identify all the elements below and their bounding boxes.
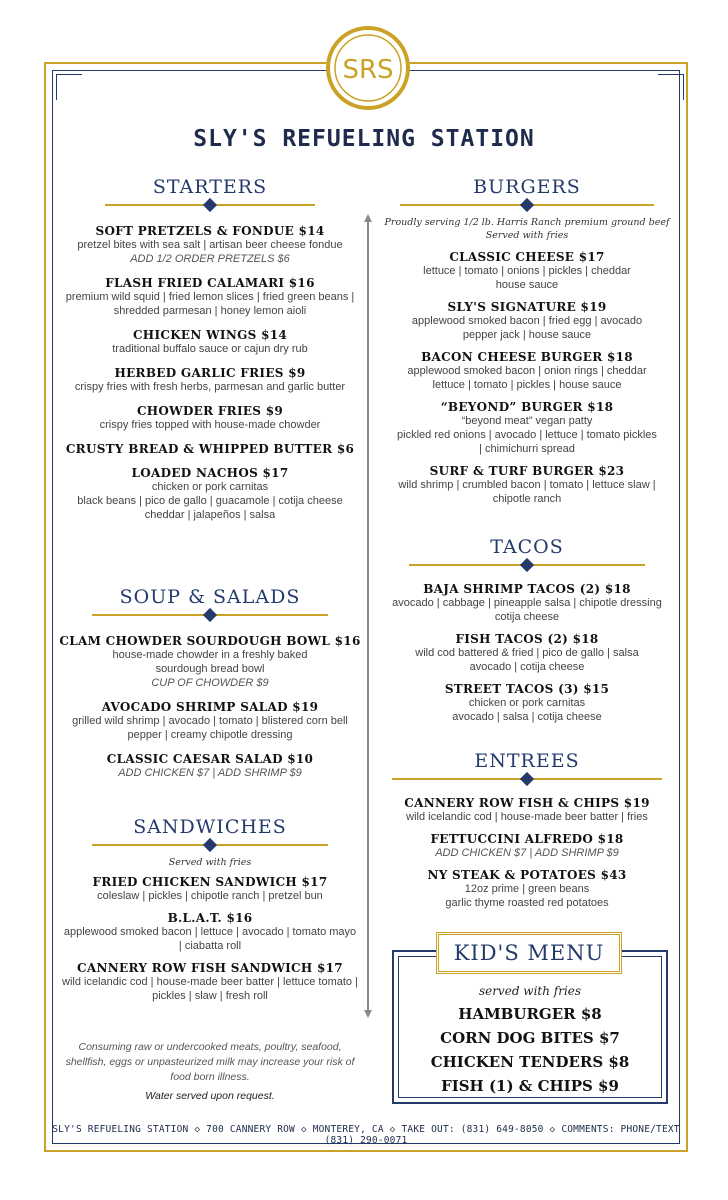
item-desc: wild icelandic cod | house-made beer batter | lettuce tomato | pickles | slaw | fresh roll bbox=[62, 976, 358, 1002]
menu-item bbox=[378, 868, 676, 910]
section-rule bbox=[392, 774, 662, 784]
item-option: ADD CHICKEN $7 | ADD SHRIMP $9 bbox=[435, 847, 619, 859]
item-option: ADD 1/2 ORDER PRETZELS $6 bbox=[130, 253, 290, 265]
menu-item bbox=[56, 752, 364, 780]
item-desc: applewood smoked bacon | fried egg | avocado pepper jack | house sauce bbox=[411, 315, 643, 341]
item-desc: wild icelandic cod | house-made beer batter | fries bbox=[406, 811, 648, 823]
item-name: LOADED NACHOS $17 bbox=[131, 466, 289, 480]
section-note: Proudly serving 1/2 lb. Harris Ranch premium ground beef bbox=[384, 217, 670, 228]
item-desc: traditional buffalo sauce or cajun dry rub bbox=[112, 343, 308, 355]
menu-item bbox=[56, 961, 364, 1003]
section-entrees bbox=[378, 750, 676, 910]
section-title-entrees: ENTREES bbox=[474, 750, 580, 772]
item-desc: avocado | salsa | cotija cheese bbox=[452, 711, 602, 723]
kids-menu-item: HAMBURGER $8 bbox=[458, 1005, 602, 1023]
item-name: SURF & TURF BURGER $23 bbox=[429, 464, 625, 478]
menu-item bbox=[378, 400, 676, 456]
corner-ornament-right bbox=[658, 74, 684, 100]
kids-menu-list bbox=[392, 984, 668, 1098]
section-rule bbox=[92, 610, 328, 620]
section-title-starters: STARTERS bbox=[152, 176, 268, 198]
item-name: CHICKEN WINGS $14 bbox=[132, 328, 288, 342]
menu-item bbox=[378, 832, 676, 860]
item-name: SLY'S SIGNATURE $19 bbox=[447, 300, 607, 314]
menu-item bbox=[56, 276, 364, 318]
item-name: CLASSIC CHEESE $17 bbox=[449, 250, 605, 264]
section-rule bbox=[105, 200, 315, 210]
item-name: SOFT PRETZELS & FONDUE $14 bbox=[95, 224, 325, 238]
menu-item bbox=[56, 366, 364, 394]
section-note: Served with fries bbox=[485, 230, 569, 241]
kids-menu-title: KID'S MENU bbox=[453, 941, 605, 965]
menu-item bbox=[378, 350, 676, 392]
item-desc: pickled red onions | avocado | lettuce | tomato pickles | chimichurri spread bbox=[397, 429, 657, 455]
item-desc: chicken or pork carnitas bbox=[151, 481, 269, 493]
section-title-tacos: TACOS bbox=[490, 536, 564, 558]
item-desc: coleslaw | pickles | chipotle ranch | pretzel bun bbox=[97, 890, 323, 902]
footer-contact-line: SLY'S REFUELING STATION ◇ 700 CANNERY ROW ◇ MONTEREY, CA ◇ TAKE OUT: (831) 649-8050 ◇ COMMENTS: PHONE/TEXT (831) 290-0071 bbox=[52, 1124, 680, 1146]
item-name: FETTUCCINI ALFREDO $18 bbox=[430, 832, 624, 846]
item-name: CRUSTY BREAD & WHIPPED BUTTER $6 bbox=[65, 442, 355, 456]
item-desc: cheddar | jalapeños | salsa bbox=[144, 509, 276, 521]
item-option: CUP OF CHOWDER $9 bbox=[151, 677, 269, 689]
section-rule bbox=[92, 840, 328, 850]
menu-item bbox=[378, 582, 676, 624]
kids-menu-item: FISH (1) & CHIPS $9 bbox=[441, 1077, 619, 1095]
item-desc: grilled wild shrimp | avocado | tomato | blistered corn bell pepper | creamy chipotle dressing bbox=[72, 715, 348, 741]
menu-item bbox=[56, 328, 364, 356]
section-title-soup-salads: SOUP & SALADS bbox=[119, 586, 301, 608]
brand-logo bbox=[326, 26, 410, 110]
menu-item bbox=[378, 632, 676, 674]
section-title-sandwiches: SANDWICHES bbox=[133, 816, 287, 838]
item-desc: house-made chowder in a freshly baked sourdough bread bowl bbox=[112, 649, 308, 675]
column-divider bbox=[367, 222, 369, 1010]
menu-item bbox=[56, 442, 364, 456]
menu-item bbox=[56, 404, 364, 432]
menu-item bbox=[378, 250, 676, 292]
item-desc: chicken or pork carnitas bbox=[468, 697, 586, 709]
item-desc: garlic thyme roasted red potatoes bbox=[445, 897, 609, 909]
section-starters bbox=[56, 176, 364, 522]
section-sandwiches bbox=[56, 816, 364, 1003]
section-tacos bbox=[378, 536, 676, 724]
section-burgers bbox=[378, 176, 676, 506]
item-name: CLAM CHOWDER SOURDOUGH BOWL $16 bbox=[59, 634, 361, 648]
item-desc: applewood smoked bacon | lettuce | avocado | tomato mayo | ciabatta roll bbox=[63, 926, 357, 952]
kids-menu-item: CHICKEN TENDERS $8 bbox=[430, 1053, 630, 1071]
kids-menu-title-plaque bbox=[436, 932, 622, 974]
kids-menu-item: CORN DOG BITES $7 bbox=[440, 1029, 620, 1047]
item-desc: wild cod battered & fried | pico de gallo | salsa avocado | cotija cheese bbox=[415, 647, 639, 673]
logo-monogram-text: SRS bbox=[342, 55, 394, 85]
food-safety-disclaimer: Consuming raw or undercooked meats, poultry, seafood, shellfish, eggs or unpasteurized milk may increase your risk of food born illness. bbox=[65, 1041, 355, 1083]
water-note: Water served upon request. bbox=[145, 1090, 275, 1102]
item-name: FLASH FRIED CALAMARI $16 bbox=[105, 276, 315, 290]
item-desc: 12oz prime | green beans bbox=[464, 883, 590, 895]
menu-item bbox=[56, 224, 364, 266]
item-name: FRIED CHICKEN SANDWICH $17 bbox=[92, 875, 328, 889]
corner-ornament-left bbox=[56, 74, 82, 100]
item-desc: pretzel bites with sea salt | artisan beer cheese fondue bbox=[77, 239, 343, 251]
item-desc: avocado | cabbage | pineapple salsa | chipotle dressing cotija cheese bbox=[392, 597, 662, 623]
kids-menu-subtitle: served with fries bbox=[478, 984, 582, 998]
menu-item bbox=[56, 634, 364, 690]
menu-item bbox=[378, 682, 676, 724]
item-desc: crispy fries topped with house-made chowder bbox=[99, 419, 321, 431]
restaurant-name: SLY'S REFUELING STATION bbox=[193, 126, 535, 152]
section-note: Served with fries bbox=[168, 857, 252, 868]
section-rule bbox=[409, 560, 645, 570]
menu-item bbox=[56, 700, 364, 742]
item-name: NY STEAK & POTATOES $43 bbox=[427, 868, 627, 882]
menu-item bbox=[56, 875, 364, 903]
item-name: FISH TACOS (2) $18 bbox=[455, 632, 599, 646]
section-title-burgers: BURGERS bbox=[473, 176, 581, 198]
item-option: ADD CHICKEN $7 | ADD SHRIMP $9 bbox=[118, 767, 302, 779]
item-name: AVOCADO SHRIMP SALAD $19 bbox=[101, 700, 319, 714]
item-desc: premium wild squid | fried lemon slices | fried green beans | shredded parmesan | honey lemon aioli bbox=[65, 291, 355, 317]
menu-item bbox=[378, 300, 676, 342]
srs-monogram-icon bbox=[326, 26, 410, 110]
item-name: CHOWDER FRIES $9 bbox=[136, 404, 284, 418]
item-desc: “beyond meat” vegan patty bbox=[461, 415, 593, 427]
item-desc: wild shrimp | crumbled bacon | tomato | lettuce slaw | chipotle ranch bbox=[398, 479, 656, 505]
menu-item bbox=[378, 796, 676, 824]
item-desc: applewood smoked bacon | onion rings | cheddar lettuce | tomato | pickles | house sauce bbox=[407, 365, 647, 391]
item-name: BAJA SHRIMP TACOS (2) $18 bbox=[423, 582, 631, 596]
item-name: HERBED GARLIC FRIES $9 bbox=[114, 366, 306, 380]
section-soup-salads bbox=[56, 586, 364, 780]
menu-item bbox=[56, 466, 364, 522]
item-name: B.L.A.T. $16 bbox=[167, 911, 253, 925]
item-desc: crispy fries with fresh herbs, parmesan and garlic butter bbox=[74, 381, 346, 393]
item-name: CANNERY ROW FISH & CHIPS $19 bbox=[404, 796, 650, 810]
menu-item bbox=[378, 464, 676, 506]
item-name: CLASSIC CAESAR SALAD $10 bbox=[106, 752, 314, 766]
item-name: CANNERY ROW FISH SANDWICH $17 bbox=[77, 961, 343, 975]
section-rule bbox=[400, 200, 654, 210]
item-name: “BEYOND” BURGER $18 bbox=[440, 400, 614, 414]
menu-item bbox=[56, 911, 364, 953]
item-desc: black beans | pico de gallo | guacamole | cotija cheese bbox=[77, 495, 343, 507]
item-name: STREET TACOS (3) $15 bbox=[444, 682, 610, 696]
item-desc: lettuce | tomato | onions | pickles | cheddar house sauce bbox=[423, 265, 631, 291]
item-name: BACON CHEESE BURGER $18 bbox=[421, 350, 633, 364]
